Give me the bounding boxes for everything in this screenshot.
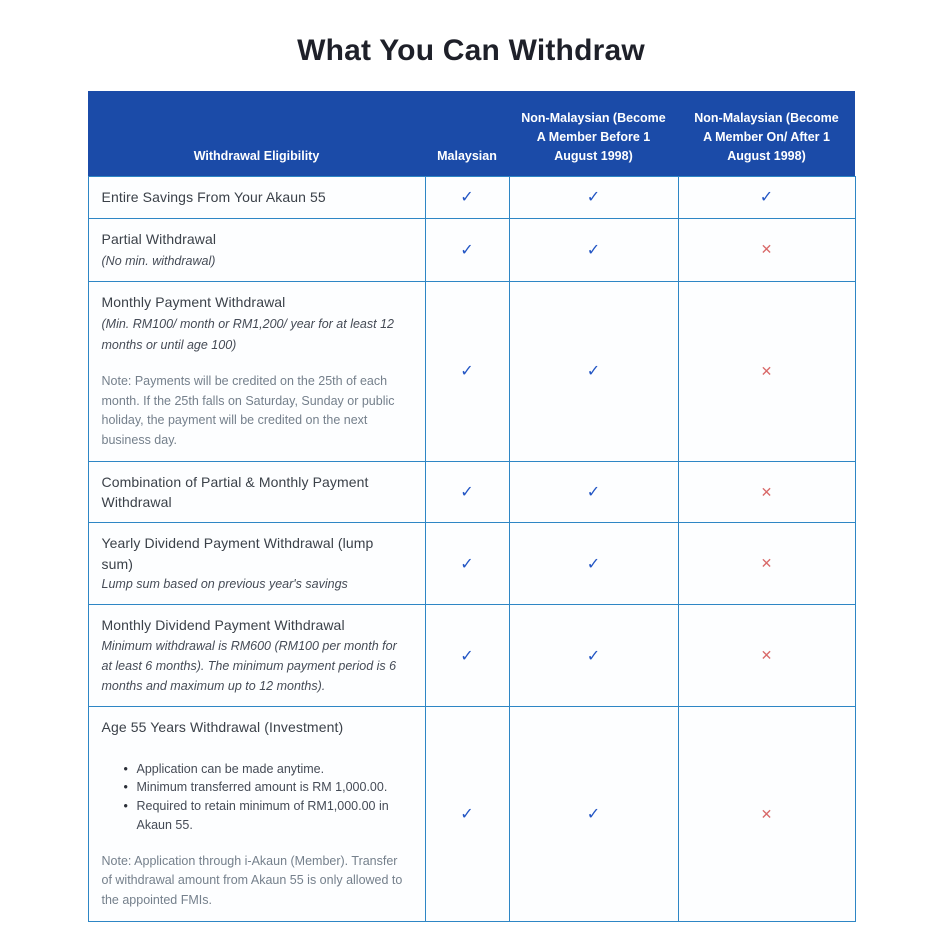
row-title: Partial Withdrawal — [101, 230, 217, 247]
table-row-monthly-payment-withdrawal — [88, 282, 855, 462]
check-icon: ✓ — [586, 484, 601, 502]
check-icon: ✓ — [759, 189, 774, 207]
row-note: Note: Payments will be credited on the 25th of each month. If the 25th falls on Saturday, Sunday or public holiday, the payment will be credited on the next business day. — [101, 373, 395, 448]
table-header-row — [88, 91, 855, 177]
row-note: Note: Application through i-Akaun (Member). Transfer of withdrawal amount from Akaun 55 is only allowed to the appointed FMIs. — [101, 853, 403, 908]
row-title: Monthly Payment Withdrawal — [101, 294, 286, 311]
table-row-age-55-investment-withdrawal — [88, 707, 855, 922]
row-bullet-list — [102, 760, 407, 835]
table-row-yearly-dividend-withdrawal — [88, 523, 855, 605]
row-subtitle: Minimum withdrawal is RM600 (RM100 per month for at least 6 months). The minimum payment period is 6 months and maximum up to 12 months). — [101, 638, 397, 694]
cross-icon: ✕ — [760, 805, 773, 822]
header-cell-non-malaysian-before-1998: Non-Malaysian (Become A Member Before 1 August 1998) — [509, 91, 678, 177]
check-icon: ✓ — [460, 189, 474, 207]
check-icon: ✓ — [586, 363, 601, 381]
check-icon: ✓ — [586, 555, 601, 573]
check-icon: ✓ — [586, 806, 601, 824]
row-title: Entire Savings From Your Akaun 55 — [101, 189, 326, 206]
cross-icon: ✕ — [760, 647, 773, 664]
cross-icon: ✕ — [760, 483, 773, 500]
header-cell-withdrawal-eligibility: Withdrawal Eligibility — [88, 91, 425, 177]
check-icon: ✓ — [460, 555, 474, 573]
table-row-entire-savings — [88, 177, 855, 218]
row-title: Age 55 Years Withdrawal (Investment) — [101, 719, 344, 736]
row-title: Combination of Partial & Monthly Payment Withdrawal — [101, 473, 369, 511]
check-icon: ✓ — [586, 189, 601, 207]
bullet-item: • Minimum transferred amount is RM 1,000.00. — [124, 778, 407, 797]
header-cell-non-malaysian-after-1998: Non-Malaysian (Become A Member On/ After 1 August 1998) — [678, 91, 855, 177]
check-icon: ✓ — [460, 806, 474, 824]
table-row-monthly-dividend-withdrawal — [88, 605, 855, 707]
row-title: Yearly Dividend Payment Withdrawal (lump sum) — [101, 535, 374, 572]
row-subtitle: (No min. withdrawal) — [101, 253, 216, 268]
check-icon: ✓ — [460, 647, 474, 665]
bullet-item: • Required to retain minimum of RM1,000.00 in Akaun 55. — [124, 797, 407, 835]
check-icon: ✓ — [460, 363, 474, 381]
cross-icon: ✕ — [760, 241, 773, 258]
withdrawal-table-container — [88, 91, 855, 922]
row-subtitle: (Min. RM100/ month or RM1,200/ year for at least 12 months or until age 100) — [101, 317, 394, 352]
row-title: Monthly Dividend Payment Withdrawal — [101, 617, 345, 634]
bullet-item: • Application can be made anytime. — [124, 760, 407, 779]
table-row-combination-withdrawal — [88, 461, 855, 523]
cross-icon: ✕ — [760, 362, 773, 379]
cross-icon: ✕ — [760, 555, 773, 572]
check-icon: ✓ — [460, 484, 474, 502]
check-icon: ✓ — [460, 241, 474, 259]
table-row-partial-withdrawal — [88, 218, 855, 282]
check-icon: ✓ — [586, 647, 601, 665]
page-title: What You Can Withdraw — [297, 34, 645, 67]
row-subtitle: Lump sum based on previous year's savings — [101, 577, 348, 592]
withdrawal-eligibility-table — [88, 91, 856, 922]
check-icon: ✓ — [586, 241, 601, 259]
header-cell-malaysian: Malaysian — [425, 91, 509, 177]
